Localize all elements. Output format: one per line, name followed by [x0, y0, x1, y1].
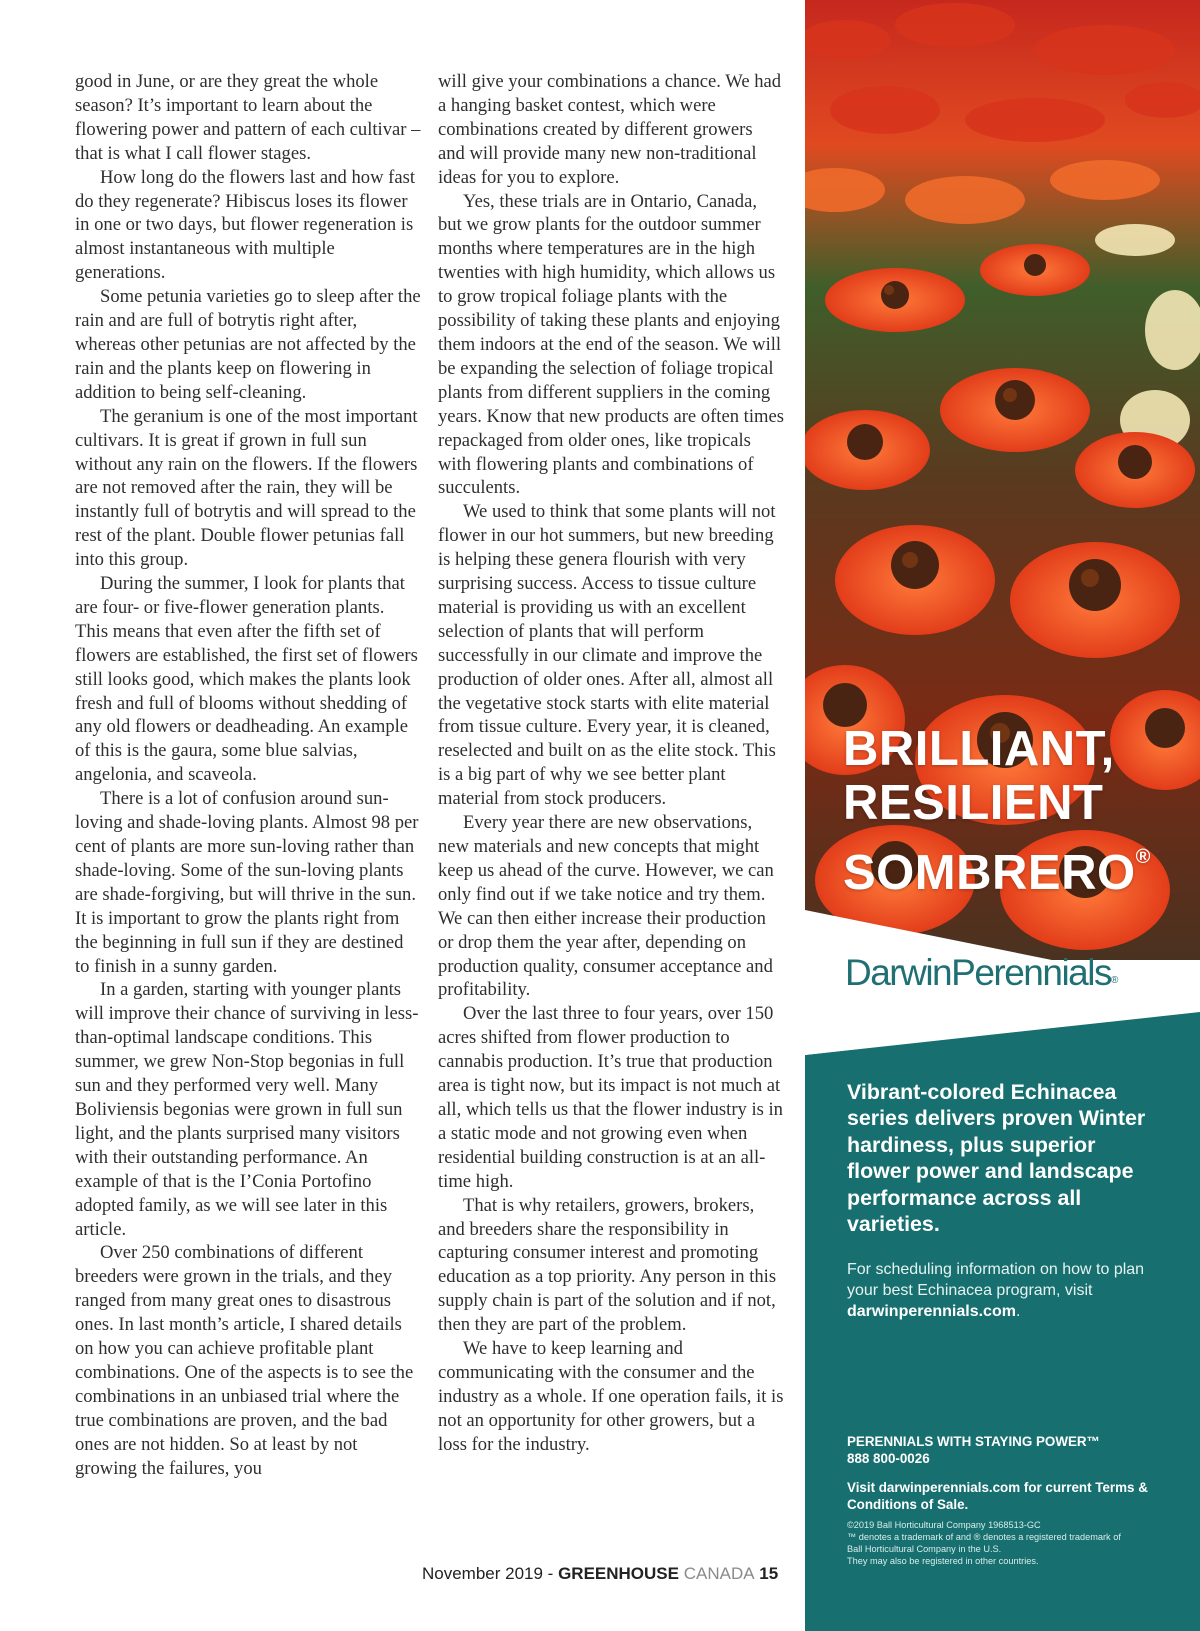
paragraph: We have to keep learning and communicating with the consumer and the industry as a whole. If one operation fails, it is not an opportunity for other growers, but a loss for the industry.: [438, 1338, 784, 1455]
headline-line: SOMBRERO®: [843, 846, 1151, 900]
ad-terms-notice: Visit darwinperennials.com for current Terms & Conditions of Sale.: [847, 1480, 1148, 1512]
paragraph: good in June, or are they great the whole season? It’s important to learn about the flowering power and pattern of each cultivar – that is what I call flower stages.: [75, 71, 421, 164]
footer-date: November 2019 -: [422, 1564, 559, 1583]
article-column-1: [75, 70, 421, 1480]
tagline-text: PERENNIALS WITH STAYING POWER™: [847, 1434, 1100, 1449]
advertisement: [805, 0, 1200, 1631]
ad-scheduling-info: For scheduling information on how to plan your best Echinacea program, visit darwinperennials.com.: [847, 1261, 1145, 1320]
paragraph: How long do the flowers last and how fast do they regenerate? Hibiscus loses its flower in one or two days, but flower regeneration is almost instantaneous with multiple generations.: [75, 166, 416, 284]
phone-number: 888 800-0026: [847, 1451, 930, 1466]
paragraph: Over 250 combinations of different breeders were grown in the trials, and they ranged from many great ones to disastrous ones. In last month’s article, I shared details on how you can achieve profitable plant combinations. One of the aspects is to see the combinations in an unbiased trial where the true combinations are proven, and the bad ones are not hidden. So at least by not growing the failures, you: [75, 1242, 414, 1479]
paragraph: Every year there are new observations, new materials and new concepts that might keep us ahead of the curve. However, we can only find out if we take notice and try them. We can then either increase their production or drop them the year after, depending on production quality, consumer acceptance and profitability.: [438, 812, 774, 1001]
ad-website-link[interactable]: darwinperennials.com: [847, 1303, 1016, 1320]
ad-legal-text: ©2019 Ball Horticultural Company 1968513-GC ™ denotes a trademark of and ® denotes a registered trademark of Ball Horticultural Company in the U.S. They may also be registered in other countries.: [847, 1520, 1121, 1566]
paragraph: There is a lot of confusion around sun-loving and shade-loving plants. Almost 98 per cent of plants are more sun-loving rather than shade-loving. Some of the sun-loving plants are shade-forgiving, but will thrive in the sun. It is important to grow the plants right from the beginning in full sun if they are destined to finish in a sunny garden.: [75, 788, 419, 977]
paragraph: That is why retailers, growers, brokers, and breeders share the responsibility in capturing consumer interest and promoting education as a top priority. Any person in this supply chain is part of the solution and if not, then they are part of the problem.: [438, 1194, 777, 1336]
paragraph: Yes, these trials are in Ontario, Canada, but we grow plants for the outdoor summer months where temperatures are in the high twenties with high humidity, which allows us to grow tropical foliage plants with the possibility of taking these plants and enjoying them indoors at the end of the season. We will be expanding the selection of foliage tropical plants from different suppliers in the coming years. Know that new products are often times repackaged from older ones, like tropicals with flowering plants and combinations of succulents.: [438, 190, 784, 499]
paragraph: We used to think that some plants will not flower in our hot summers, but new breeding is helping these genera flourish with very surprising success. Access to tissue culture material is providing us with an excellent selection of plants that will perform successfully in our climate and improve the production of older ones. After all, almost all the vegetative stock starts with elite material from tissue culture. Every year, it is cleaned, reselected and built on as the elite stock. This is a big part of why we see better plant material from stock producers.: [438, 501, 776, 810]
registered-mark: ®: [1135, 846, 1151, 868]
paragraph: Over the last three to four years, over 150 acres shifted from flower production to cannabis production. It’s true that production area is tight now, but its impact is not much at all, which tells us that the flower industry is in a static mode and not growing even when residential building construction is at an all-time high.: [438, 1003, 783, 1192]
paragraph: Some petunia varieties go to sleep after the rain and are full of botrytis right after, whereas other petunias are not affected by the rain and the plants keep on flowering in addition to being self-cleaning.: [75, 286, 421, 403]
paragraph: In a garden, starting with younger plants will improve their chance of surviving in less-than-optimal landscape conditions. This summer, we grew Non-Stop begonias in full sun and they performed very well. Many Boliviensis begonias were grown in full sun light, and the plants surprised many visitors with their outstanding performance. An example of that is the I’Conia Portofino adopted family, as we will see later in this article.: [75, 979, 419, 1240]
page-footer: [422, 1564, 779, 1584]
headline-line: BRILLIANT,: [843, 722, 1115, 776]
paragraph: The geranium is one of the most important cultivars. It is great if grown in full sun without any rain on the flowers. If the flowers are not removed after the rain, they will be instantly full of botrytis and will spread to the rest of the plant. Double flower petunias fall into this group.: [75, 405, 418, 571]
ad-tagline: [847, 1433, 1157, 1467]
page-number: 15: [754, 1564, 779, 1583]
footer-region: CANADA: [679, 1564, 755, 1583]
ad-body-copy: Vibrant-colored Echinacea series delivers proven Winter hardiness, plus superior flower power and landscape performance across all varieties.: [847, 1080, 1146, 1237]
ad-headline: [843, 722, 1193, 900]
darwin-perennials-logo: DarwinPerennials®: [845, 952, 1117, 993]
headline-line: RESILIENT: [843, 776, 1104, 830]
footer-magazine: GREENHOUSE: [558, 1564, 679, 1583]
paragraph: will give your combinations a chance. We had a hanging basket contest, which were combinations created by different growers and will provide many new non-traditional ideas for you to explore.: [438, 71, 782, 188]
paragraph: During the summer, I look for plants that are four- or five-flower generation plants. This means that even after the fifth set of flowers are established, the first set of flowers still looks good, which makes the plants look fresh and full of blooms without shedding of any old flowers or deadheading. An example of this is the gaura, some blue salvias, angelonia, and scaveola.: [75, 573, 418, 786]
article-column-2: [438, 70, 784, 1457]
